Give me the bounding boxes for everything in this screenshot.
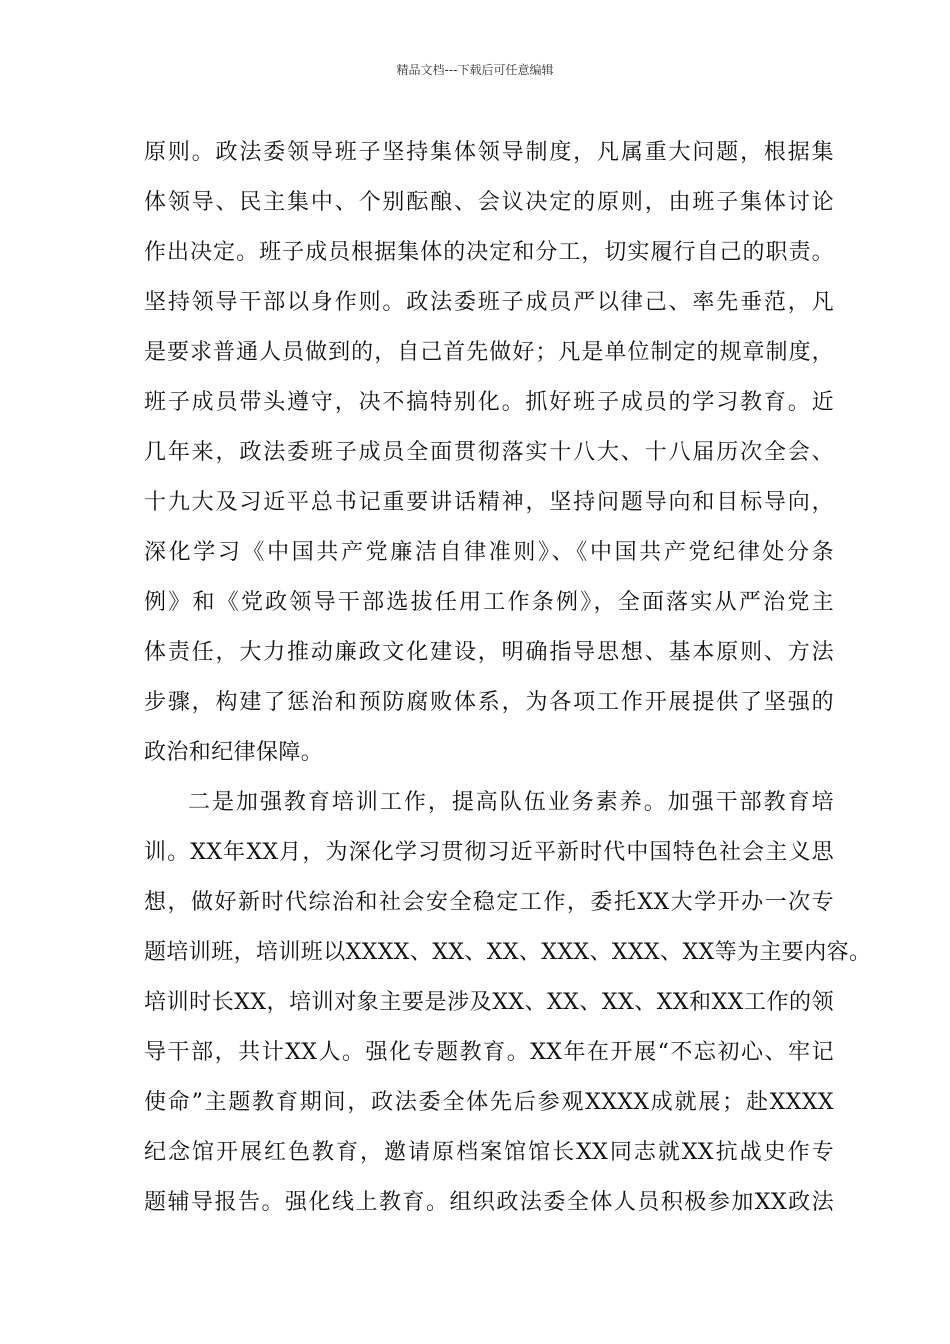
text-line: 是要求普通人员做到的，自己首先做好；凡是单位制定的规章制度，: [144, 340, 834, 365]
text-line: 十九大及习近平总书记重要讲话精神，坚持问题导向和目标导向，: [144, 490, 834, 515]
text-line: 步骤，构建了惩治和预防腐败体系，为各项工作开展提供了坚强的: [144, 690, 834, 715]
text-line: 政治和纪律保障。: [144, 740, 324, 765]
text-line: 题辅导报告。强化线上教育。组织政法委全体人员积极参加XX政法: [144, 1190, 834, 1215]
text-line: 导干部，共计XX人。强化专题教育。XX年在开展“不忘初心、牢记: [144, 1040, 834, 1065]
text-line: 体领导、民主集中、个别酝酿、会议决定的原则，由班子集体讨论: [144, 190, 834, 215]
text-line: 纪念馆开展红色教育，邀请原档案馆馆长XX同志就XX抗战史作专: [144, 1140, 834, 1165]
text-line: 培训时长XX，培训对象主要是涉及XX、XX、XX、XX和XX工作的领: [144, 990, 834, 1015]
text-line: 使命”主题教育期间，政法委全体先后参观XXXX成就展；赴XXXX: [144, 1090, 834, 1115]
text-line: 例》和《党政领导干部选拔任用工作条例》，全面落实从严治党主: [144, 590, 834, 615]
document-body: [144, 128, 872, 1228]
page-header: 精品文档---下载后可任意编辑: [396, 63, 554, 77]
text-line: 体责任，大力推动廉政文化建设，明确指导思想、基本原则、方法: [144, 640, 834, 665]
text-line: 想，做好新时代综治和社会安全稳定工作，委托XX大学开办一次专: [144, 890, 834, 915]
text-line: 坚持领导干部以身作则。政法委班子成员严以律己、率先垂范，凡: [144, 290, 834, 315]
text-line: 训。XX年XX月，为深化学习贯彻习近平新时代中国特色社会主义思: [144, 840, 834, 865]
text-line: 几年来，政法委班子成员全面贯彻落实十八大、十八届历次全会、: [144, 440, 834, 465]
paragraph-start-line: 二是加强教育培训工作，提高队伍业务素养。加强干部教育培: [188, 790, 834, 815]
text-line: 作出决定。班子成员根据集体的决定和分工，切实履行自己的职责。: [144, 240, 834, 265]
text-line: 深化学习《中国共产党廉洁自律准则》、《中国共产党纪律处分条: [144, 540, 834, 565]
text-line: 题培训班，培训班以XXXX、XX、XX、XXX、XXX、XX等为主要内容。: [144, 940, 872, 965]
text-line: 班子成员带头遵守，决不搞特别化。抓好班子成员的学习教育。近: [144, 390, 834, 415]
text-line: 原则。政法委领导班子坚持集体领导制度，凡属重大问题，根据集: [144, 140, 834, 165]
